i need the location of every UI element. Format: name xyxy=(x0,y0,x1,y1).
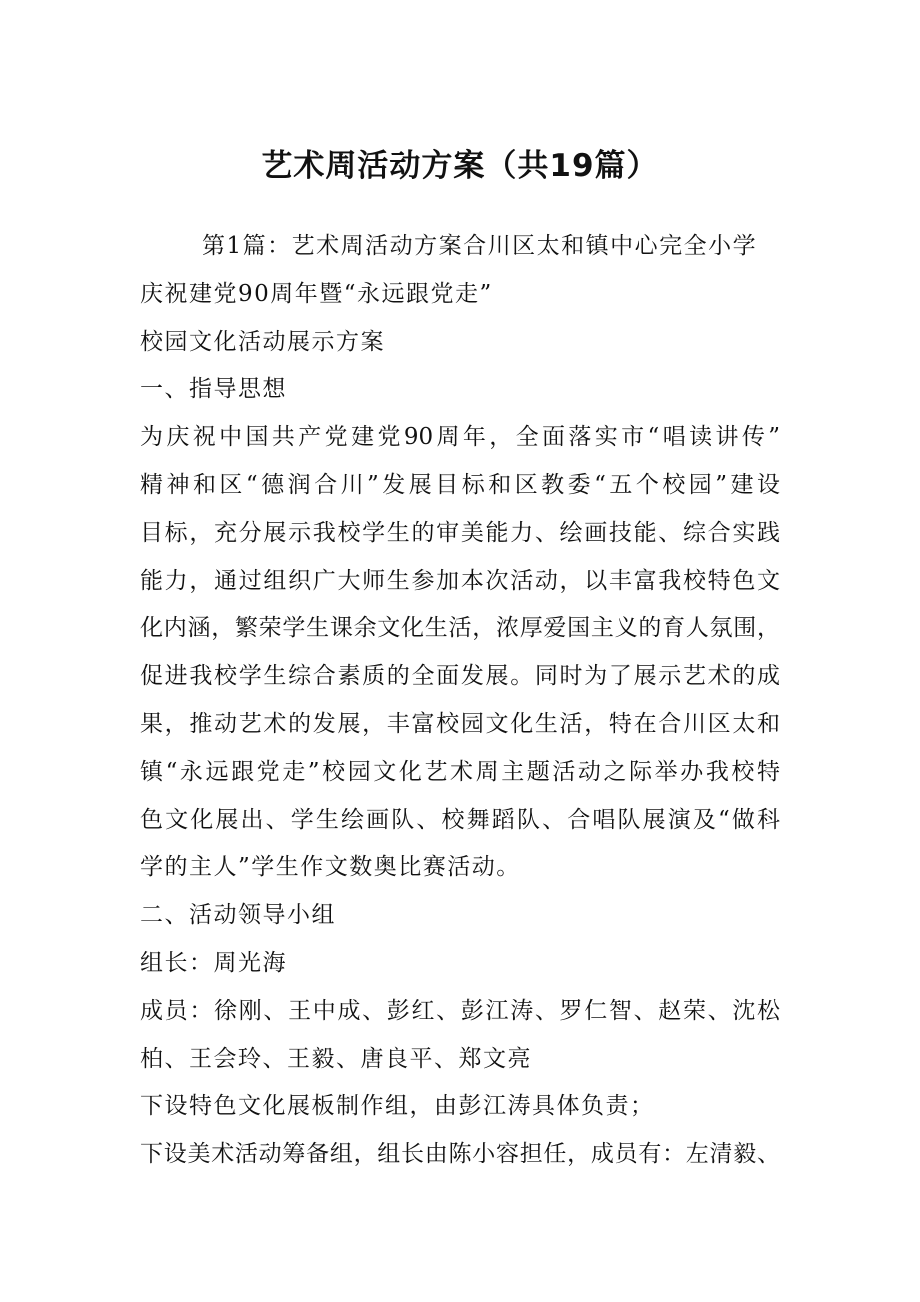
paragraph-line: 庆祝建党90周年暨“永远跟党走” xyxy=(140,280,493,307)
paragraph-line: 精神和区“德润合川”发展目标和区教委“五个校园”建设 xyxy=(140,471,780,498)
section-heading: 一、指导思想 xyxy=(140,376,287,403)
paragraph-line: 校园文化活动展示方案 xyxy=(140,328,385,355)
paragraph-line: 化内涵，繁荣学生课余文化生活，浓厚爱国主义的育人氛围， xyxy=(140,615,780,642)
paragraph-line: 镇“永远跟党走”校园文化艺术周主题活动之际举办我校特 xyxy=(140,758,780,785)
paragraph-line: 组长：周光海 xyxy=(140,949,287,976)
paragraph-line: 色文化展出、学生绘画队、校舞蹈队、合唱队展演及“做科 xyxy=(140,806,780,833)
document-title: 艺术周活动方案（共19篇） xyxy=(261,148,659,184)
paragraph-line: 下设美术活动筹备组，组长由陈小容担任，成员有：左清毅、 xyxy=(140,1141,780,1168)
paragraph-line: 为庆祝中国共产党建党90周年，全面落实市“唱读讲传” xyxy=(140,424,780,451)
paragraph-line: 成员：徐刚、王中成、彭红、彭江涛、罗仁智、赵荣、沈松 xyxy=(140,997,780,1024)
document-body xyxy=(140,223,780,1179)
section-heading: 二、活动领导小组 xyxy=(140,902,336,929)
paragraph-line: 柏、王会玲、王毅、唐良平、郑文亮 xyxy=(140,1045,532,1072)
paragraph-line: 第1篇：艺术周活动方案合川区太和镇中心完全小学 xyxy=(202,233,758,259)
paragraph-line: 下设特色文化展板制作组，由彭江涛具体负责； xyxy=(140,1093,655,1120)
paragraph-line: 目标，充分展示我校学生的审美能力、绘画技能、综合实践 xyxy=(140,519,780,546)
paragraph-line: 能力，通过组织广大师生参加本次活动，以丰富我校特色文 xyxy=(140,567,780,594)
paragraph-line: 果，推动艺术的发展，丰富校园文化生活，特在合川区太和 xyxy=(140,710,780,737)
paragraph-line: 学的主人”学生作文数奥比赛活动。 xyxy=(140,854,521,881)
paragraph-line: 促进我校学生综合素质的全面发展。同时为了展示艺术的成 xyxy=(140,663,780,690)
